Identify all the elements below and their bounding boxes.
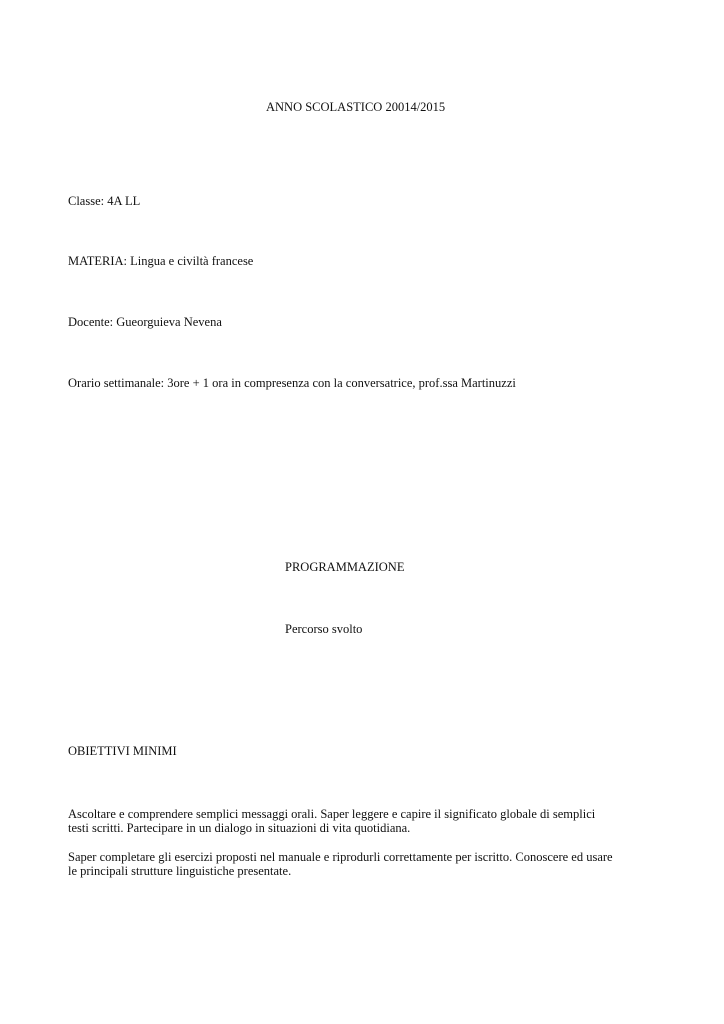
teacher-line: Docente: Gueorguieva Nevena	[68, 315, 222, 329]
section-title: PROGRAMMAZIONE	[285, 560, 405, 574]
class-line: Classe: 4A LL	[68, 194, 141, 208]
objectives-paragraph-1-line-1: Ascoltare e comprendere semplici messaggi orali. Saper leggere e capire il significato globale di semplici	[68, 807, 596, 821]
objectives-paragraph-2-line-2: le principali strutture linguistiche presentate.	[68, 863, 292, 878]
school-year-heading: ANNO SCOLASTICO 20014/2015	[266, 100, 446, 114]
subject-line: MATERIA: Lingua e civiltà francese	[68, 254, 254, 268]
objectives-paragraph-1-line-2: testi scritti. Partecipare in un dialogo in situazioni di vita quotidiana.	[68, 820, 411, 835]
weekly-schedule-line: Orario settimanale: 3ore + 1 ora in compresenza con la conversatrice, prof.ssa Martinuzzi	[68, 376, 516, 390]
objectives-paragraph-2-line-1: Saper completare gli esercizi proposti nel manuale e riprodurli correttamente per iscritto. Conoscere ed usare	[68, 850, 613, 864]
section-subtitle: Percorso svolto	[285, 622, 363, 636]
objectives-heading: OBIETTIVI MINIMI	[68, 744, 177, 758]
objectives-paragraph-2	[68, 851, 668, 878]
objectives-paragraph-1	[68, 808, 668, 835]
